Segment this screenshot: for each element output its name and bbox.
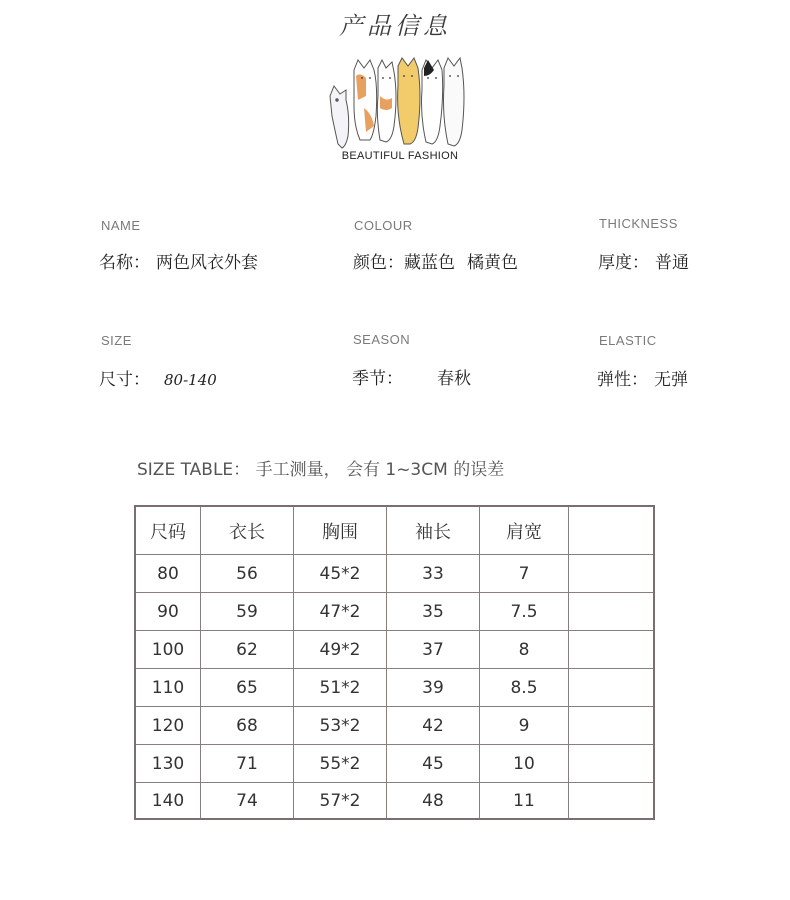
cell-size-code: 120	[135, 707, 201, 745]
name-value: 两色风衣外套	[156, 253, 258, 273]
cell-blank	[569, 745, 655, 783]
season-key: 季节：	[352, 369, 403, 389]
colour-value-2: 橘黄色	[467, 253, 518, 273]
elastic-value: 无弹	[654, 370, 688, 390]
cell-chest: 57*2	[294, 783, 387, 820]
cell-blank	[569, 783, 655, 820]
cell-chest: 47*2	[294, 593, 387, 631]
header-length: 衣长	[201, 506, 294, 555]
cell-shoulder: 7	[480, 555, 569, 593]
cell-sleeve: 37	[387, 631, 480, 669]
elastic-key: 弹性：	[597, 370, 648, 390]
cell-sleeve: 33	[387, 555, 480, 593]
cell-sleeve: 42	[387, 707, 480, 745]
cell-size-code: 80	[135, 555, 201, 593]
cell-blank	[569, 631, 655, 669]
cell-chest: 45*2	[294, 555, 387, 593]
header-shoulder: 肩宽	[480, 506, 569, 555]
size-field	[99, 365, 217, 390]
cell-shoulder: 9	[480, 707, 569, 745]
cell-shoulder: 7.5	[480, 593, 569, 631]
table-row	[135, 745, 654, 783]
season-label-en: SEASON	[353, 332, 411, 347]
cell-chest: 49*2	[294, 631, 387, 669]
header-chest: 胸围	[294, 506, 387, 555]
thickness-value: 普通	[655, 253, 689, 273]
cell-size-code: 100	[135, 631, 201, 669]
table-row	[135, 555, 654, 593]
cell-length: 71	[201, 745, 294, 783]
cell-chest: 51*2	[294, 669, 387, 707]
header-size-code: 尺码	[135, 506, 201, 555]
cell-size-code: 130	[135, 745, 201, 783]
cell-length: 65	[201, 669, 294, 707]
size-value: 80-140	[164, 371, 217, 389]
colour-field	[353, 248, 518, 273]
season-field	[352, 364, 471, 389]
size-label-en: SIZE	[101, 333, 132, 348]
header-sleeve: 袖长	[387, 506, 480, 555]
size-table-heading: SIZE TABLE： 手工测量， 会有 1~3CM 的误差	[137, 460, 505, 480]
table-row	[135, 707, 654, 745]
season-value: 春秋	[437, 369, 471, 389]
table-row	[135, 593, 654, 631]
cell-length: 59	[201, 593, 294, 631]
cell-size-code: 140	[135, 783, 201, 820]
elastic-label-en: ELASTIC	[599, 333, 657, 348]
header-blank	[569, 506, 655, 555]
cell-length: 62	[201, 631, 294, 669]
size-table-header-row	[135, 506, 654, 555]
cell-size-code: 110	[135, 669, 201, 707]
cell-sleeve: 39	[387, 669, 480, 707]
cell-shoulder: 11	[480, 783, 569, 820]
cell-blank	[569, 669, 655, 707]
thickness-label-en: THICKNESS	[599, 216, 678, 231]
thickness-key: 厚度：	[598, 253, 649, 273]
table-row	[135, 669, 654, 707]
cell-shoulder: 8.5	[480, 669, 569, 707]
cell-length: 56	[201, 555, 294, 593]
cell-chest: 53*2	[294, 707, 387, 745]
size-key: 尺寸：	[99, 370, 150, 390]
table-row	[135, 783, 654, 820]
name-field	[99, 248, 258, 273]
cell-size-code: 90	[135, 593, 201, 631]
elastic-field	[597, 365, 688, 390]
cell-sleeve: 45	[387, 745, 480, 783]
table-row	[135, 631, 654, 669]
colour-value-1: 藏蓝色	[404, 253, 455, 273]
cell-blank	[569, 593, 655, 631]
cell-blank	[569, 555, 655, 593]
colour-key: 颜色：	[353, 253, 404, 273]
name-label-en: NAME	[101, 218, 141, 233]
name-key: 名称：	[99, 253, 150, 273]
cell-shoulder: 10	[480, 745, 569, 783]
page-title: 产品信息	[339, 12, 451, 40]
thickness-field	[598, 248, 689, 273]
cell-length: 74	[201, 783, 294, 820]
cell-length: 68	[201, 707, 294, 745]
cell-sleeve: 35	[387, 593, 480, 631]
cell-shoulder: 8	[480, 631, 569, 669]
cell-sleeve: 48	[387, 783, 480, 820]
cell-blank	[569, 707, 655, 745]
logo-caption: BEAUTIFUL FASHION	[341, 150, 459, 162]
cell-chest: 55*2	[294, 745, 387, 783]
size-table	[134, 505, 655, 820]
colour-label-en: COLOUR	[354, 218, 413, 233]
